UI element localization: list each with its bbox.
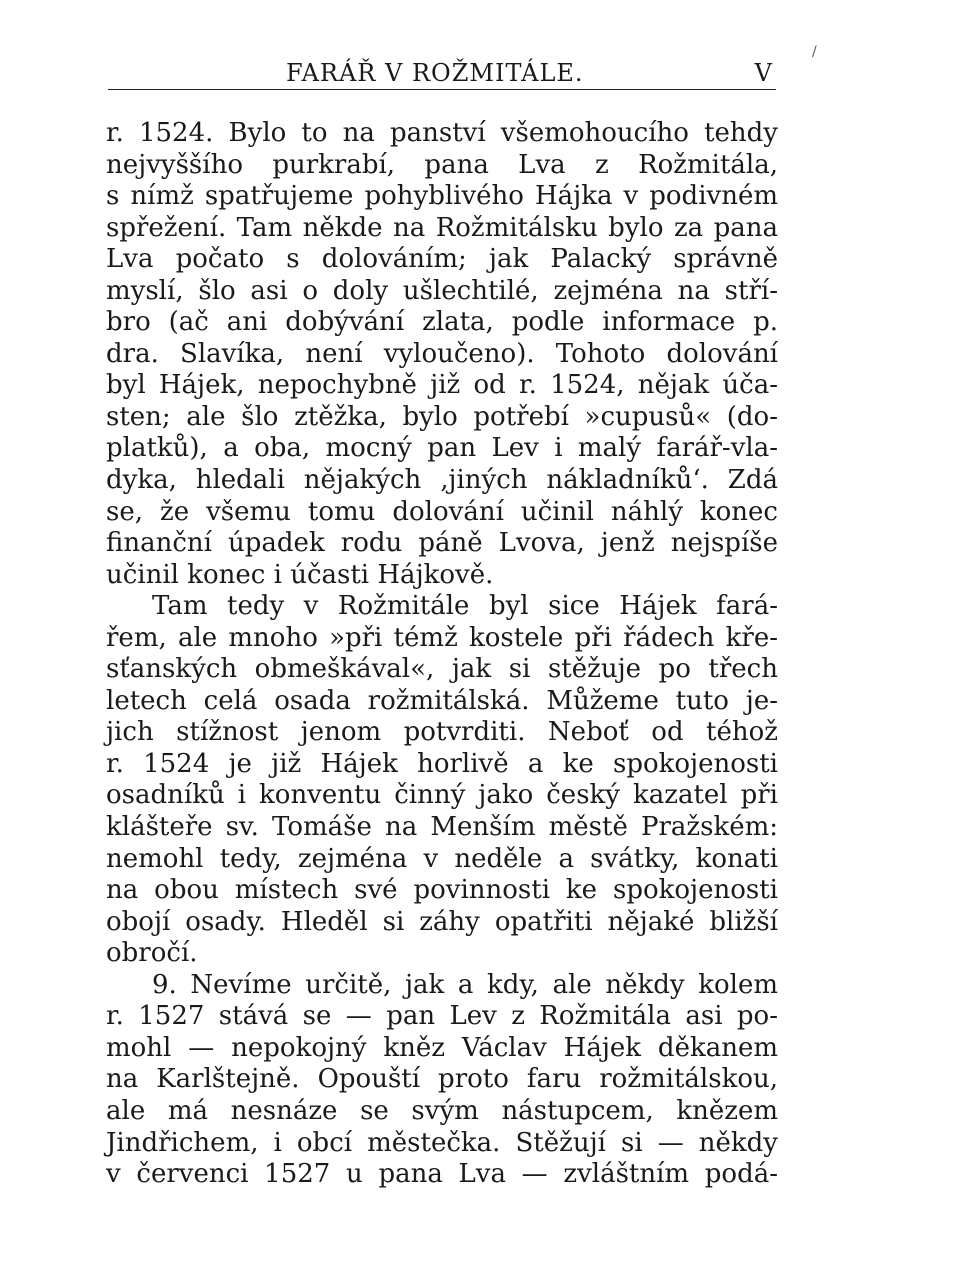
- text-line: finanční úpadek rodu páně Lvova, jenž nejspíše: [106, 528, 778, 559]
- text-line: učinil konec i účasti Hájkově.: [106, 559, 494, 590]
- text-line: platků), a oba, mocný pan Lev i malý farář-vla-: [106, 433, 778, 464]
- text-line: dra. Slavíka, není vyloučeno). Tohoto dolování: [106, 338, 778, 369]
- text-line: na Karlštejně. Opouští proto faru rožmitálskou,: [106, 1064, 778, 1095]
- text-line: 9. Nevíme určitě, jak a kdy, ale někdy kolem: [152, 969, 778, 1000]
- text-line: obročí.: [106, 938, 198, 969]
- text-line: sten; ale šlo ztěžka, bylo potřebí »cupusů« (do-: [106, 401, 778, 432]
- text-line: sťanských obmeškával«, jak si stěžuje po třech: [106, 654, 778, 685]
- text-line: klášteře sv. Tomáše na Menším městě Pražském:: [106, 812, 778, 843]
- text-line: r. 1524. Bylo to na panství všemohoucího tehdy: [106, 118, 778, 148]
- text-line: r. 1524 je již Hájek horlivě a ke spokojenosti: [106, 748, 778, 779]
- text-line: spřežení. Tam někde na Rožmitálsku bylo za pana: [106, 212, 778, 243]
- text-line: myslí, šlo asi o doly ušlechtilé, zejména na stří-: [106, 275, 778, 306]
- running-head: [108, 58, 776, 90]
- corner-mark: /: [812, 44, 817, 60]
- page-number: V: [754, 59, 772, 87]
- text-line: jich stížnost jenom potvrditi. Neboť od téhož: [106, 717, 778, 748]
- text-line: se, že všemu tomu dolování učinil náhlý konec: [106, 496, 778, 527]
- text-line: nejvyššího purkrabí, pana Lva z Rožmitála,: [106, 149, 778, 180]
- text-line: osadníků i konventu činný jako český kazatel při: [106, 780, 778, 811]
- text-line: dyka, hledali nějakých ‚jiných nákladníků‘. Zdá: [106, 465, 778, 496]
- text-line: mohl — nepokojný kněz Václav Hájek děkanem: [106, 1032, 778, 1063]
- text-line: řem, ale mnoho »při témž kostele při řádech kře-: [106, 622, 778, 653]
- text-line: ale má nesnáze se svým nástupcem, knězem: [106, 1095, 778, 1126]
- text-line: na obou místech své povinnosti ke spokojenosti: [106, 875, 778, 906]
- text-line: Jindřichem, i obcí městečka. Stěžují si — někdy: [106, 1127, 778, 1158]
- text-line: Tam tedy v Rožmitále byl sice Hájek fará-: [152, 591, 778, 622]
- text-line: Lva počato s dolováním; jak Palacký správně: [106, 244, 778, 275]
- text-line: nemohl tedy, zejména v neděle a svátky, konati: [106, 843, 778, 874]
- text-line: r. 1527 stává se — pan Lev z Rožmitála asi po-: [106, 1001, 778, 1032]
- text-line: s nímž spatřujeme pohyblivého Hájka v podivném: [106, 181, 778, 212]
- text-line: obojí osady. Hleděl si záhy opatřiti nějaké bližší: [106, 906, 778, 937]
- body-text: [106, 118, 778, 1191]
- running-head-title: FARÁŘ V ROŽMITÁLE.: [286, 59, 584, 87]
- text-line: v červenci 1527 u pana Lva — zvláštním podá-: [106, 1159, 778, 1190]
- text-line: letech celá osada rožmitálská. Můžeme tuto je-: [106, 685, 778, 716]
- text-line: bro (ač ani dobývání zlata, podle informace p.: [106, 307, 778, 338]
- text-line: byl Hájek, nepochybně již od r. 1524, nějak úča-: [106, 370, 778, 401]
